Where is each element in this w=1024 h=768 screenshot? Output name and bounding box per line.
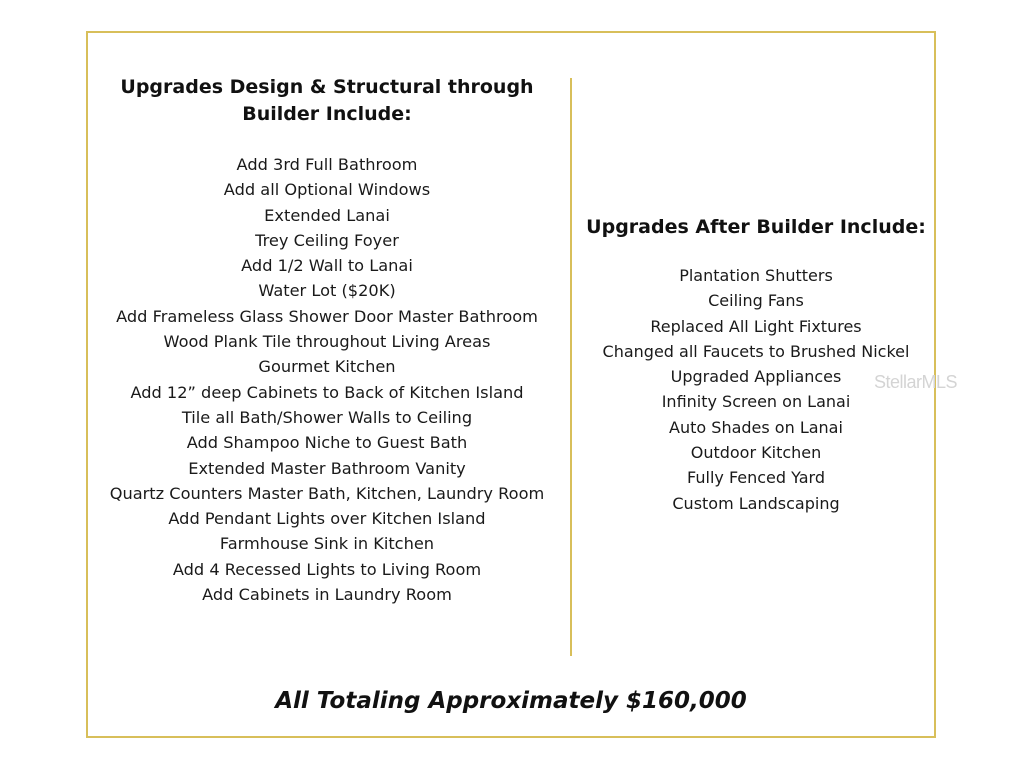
builder-upgrades-list	[100, 152, 554, 607]
list-item: Auto Shades on Lanai	[669, 417, 843, 437]
column-divider	[570, 78, 572, 656]
list-item: Trey Ceiling Foyer	[255, 230, 399, 250]
list-item: Outdoor Kitchen	[690, 443, 822, 463]
after-builder-upgrades-column	[578, 214, 934, 516]
list-item: Add Pendant Lights over Kitchen Island	[168, 509, 486, 529]
stellarmls-watermark: StellarMLS	[874, 372, 958, 392]
list-item: Add 1/2 Wall to Lanai	[241, 256, 413, 276]
builder-upgrades-column	[100, 74, 554, 607]
list-item: Add Frameless Glass Shower Door Master Bathroom	[116, 306, 538, 326]
list-item: Add Cabinets in Laundry Room	[202, 585, 452, 605]
list-item: Changed all Faucets to Brushed Nickel	[602, 341, 910, 361]
list-item: Add all Optional Windows	[223, 180, 431, 200]
list-item: Add 3rd Full Bathroom	[236, 155, 418, 174]
list-item: Replaced All Light Fixtures	[650, 316, 862, 336]
list-item: Water Lot ($20K)	[258, 281, 396, 301]
list-item: Quartz Counters Master Bath, Kitchen, Laundry Room	[109, 483, 545, 503]
list-item: Custom Landscaping	[672, 493, 840, 513]
list-item: Plantation Shutters	[679, 266, 833, 285]
builder-upgrades-heading: Upgrades Design & Structural through Builder Include:	[120, 76, 534, 125]
list-item: Add 12” deep Cabinets to Back of Kitchen Island	[130, 382, 524, 402]
list-item: Wood Plank Tile throughout Living Areas	[163, 332, 491, 352]
list-item: Gourmet Kitchen	[258, 357, 396, 377]
list-item: Tile all Bath/Shower Walls to Ceiling	[181, 407, 473, 427]
list-item: Farmhouse Sink in Kitchen	[219, 534, 435, 554]
list-item: Fully Fenced Yard	[687, 468, 825, 488]
list-item: Upgraded Appliances	[670, 367, 842, 387]
total-summary: All Totaling Approximately $160,000	[275, 688, 747, 714]
list-item: Extended Lanai	[264, 205, 390, 225]
after-builder-upgrades-heading: Upgrades After Builder Include:	[586, 216, 926, 238]
list-item: Extended Master Bathroom Vanity	[188, 458, 466, 478]
list-item: Infinity Screen on Lanai	[661, 392, 851, 412]
list-item: Add Shampoo Niche to Guest Bath	[186, 433, 468, 453]
list-item: Add 4 Recessed Lights to Living Room	[172, 559, 482, 579]
list-item: Ceiling Fans	[708, 291, 804, 311]
